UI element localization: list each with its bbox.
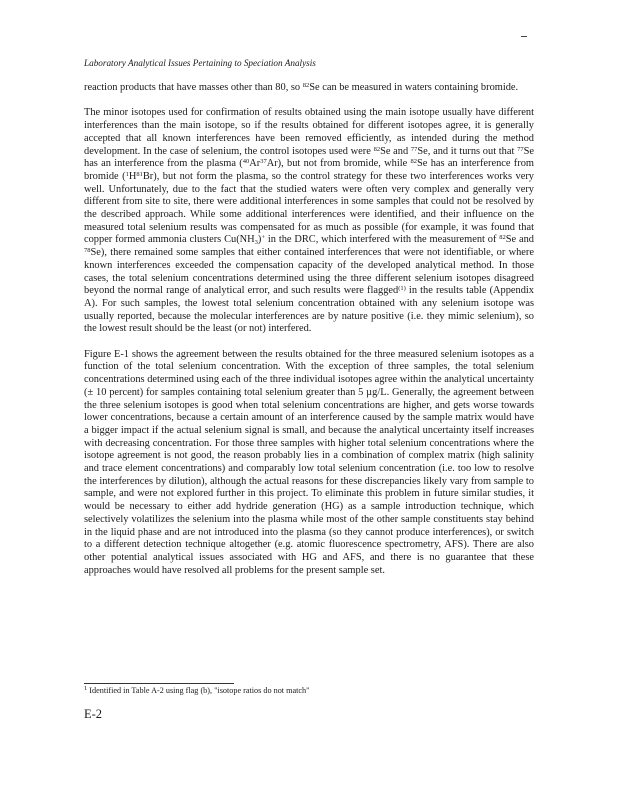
paragraph-3: Figure E-1 shows the agreement between the results obtained for the three measured selenium isotopes as a function of the total selenium concentration. With the exception of three samples, the total selenium concentrations determined using each of the three individual isotopes agree within the analytical uncertainty (± 10 percent) for samples containing total selenium greater than 5 µg/L. Generally, the agreement between the three selenium isotopes is good when total selenium concentrations are higher, and gets worse towards lower concentrations, because a certain amount of an interference caused by the sample matrix would have a bigger impact if the actual selenium signal is small, and because the analytical uncertainty itself increases with decreasing concentration. For those three samples with higher total selenium concentrations where the isotope agreement is not good, the reason probably lies in a combination of complex matrix (high salinity and trace element concentrations) and comparably low total selenium concentration (i.e. too low to resolve the interferences by dilution), although the actual reasons for these discrepancies likely vary from sample to sample, and were not explored further in this project. To eliminate this problem in future similar studies, it would be necessary to either add hydride generation (HG) as a sample introduction technique, which selectively volatilizes the selenium into the plasma while most of the other sample constituents stay behind in the liquid phase and are not introduced into the plasma (so they cannot produce interferences), or switch to a different detection technique altogether (e.g. atomic fluorescence spectrometry, AFS). There are also other potential analytical issues associated with HG and AFS, and there is no guarantee that these approaches would have resolved all problems for the present sample set. xyxy=(84,348,534,576)
footnote-divider xyxy=(84,683,234,684)
paragraph-2: The minor isotopes used for confirmation of results obtained using the main isotope usually have different interferences than the main isotope, so if the results obtained for different isotopes agree, it is generally accepted that all known interferences have been removed efficiently, as intended during the method development. In the case of selenium, the control isotopes used were $^{82}$Se and $^{77}$Se, and it turns out that $^{77}$Se has an interference from the plasma ($^{40}$Ar$^{37}$Ar), but not from bromide, while $^{82}$Se has an interference from bromide $(^1H^{81}Br)$, but not form the plasma, so the control strategy for these two interferences works very well. Unfortunately, due to the fact that the studied waters were often very complex and generally very different from site to site, there were additional interferences in some samples that could not be resolved by the described approach. While some additional interferences were identified, and their influence on the measured total selenium results was compensated for as much as possible (for example, it was found that copper formed ammonia clusters $Cu(NH_3)^+$ in the DRC, which interfered with the measurement of $^{82}$Se and $^{78}$Se), there remained some samples that either contained interferences that were not identifiable, or where known interferences exceeded the compensation capacity of the developed analytical method. In those cases, the total selenium concentrations determined using the three different selenium isotopes disagreed beyond the normal range of analytical error, and such results were flagged$^{(1)}$ in the results table (Appendix A). For such samples, the lowest total selenium concentration obtained with any selenium isotope was usually reported, because the molecular interferences are by nature positive (i.e. they mimic selenium), so the lowest result should be the least (or not) interfered. xyxy=(84,107,535,335)
footnote-text: Identified in Table A-2 using flag (b), "isotope ratios do not match" xyxy=(87,686,310,695)
footnote-reference: (1) xyxy=(398,285,406,293)
footnote xyxy=(84,686,534,696)
footnote-marker: 1 xyxy=(84,685,88,692)
paragraph-1: reaction products that have masses other than 80, so $^{82}$Se can be measured in waters containing bromide. xyxy=(84,82,519,93)
corner-mark xyxy=(521,36,527,37)
body-text xyxy=(84,82,534,590)
page-number: E-2 xyxy=(84,707,103,721)
running-header: Laboratory Analytical Issues Pertaining to Speciation Analysis xyxy=(84,58,316,68)
